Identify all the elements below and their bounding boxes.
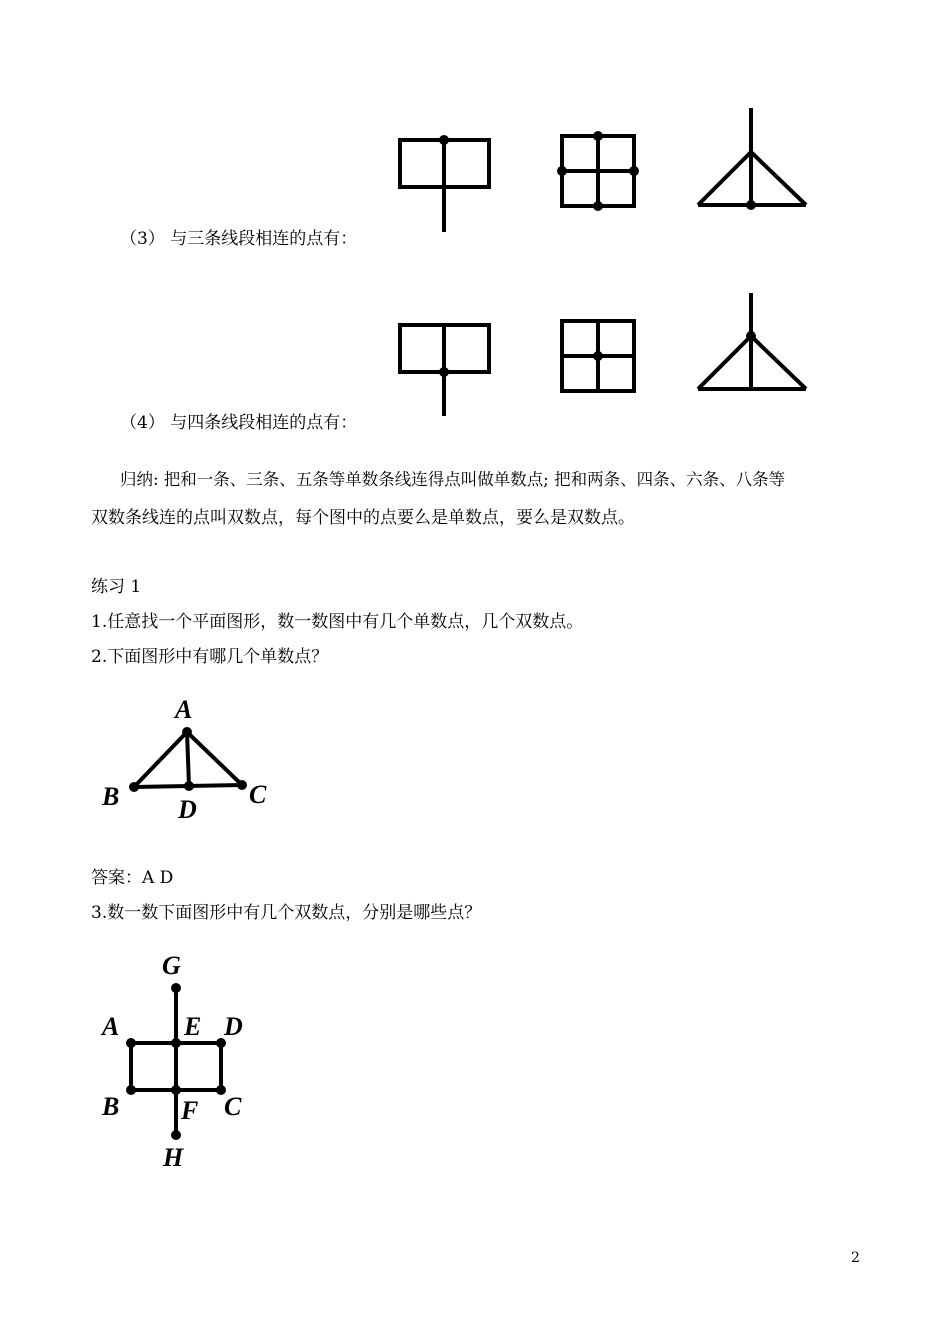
q4-point-triangle-apex bbox=[746, 331, 756, 341]
page-number: 2 bbox=[851, 1250, 860, 1266]
label-b: B bbox=[102, 782, 120, 811]
label-g: G bbox=[162, 951, 181, 980]
point-a bbox=[182, 727, 192, 737]
practice-title: 练习 1 bbox=[91, 577, 142, 597]
q4-label: （4） 与四条线段相连的点有： bbox=[120, 413, 358, 433]
label-d: D bbox=[224, 1012, 243, 1041]
q3-point-top-mid bbox=[439, 135, 449, 145]
cross-figure bbox=[95, 945, 255, 1175]
practice-item-2: 2.下面图形中有哪几个单数点？ bbox=[91, 647, 329, 667]
label-e: E bbox=[184, 1012, 202, 1041]
q3-figure-triangle bbox=[698, 108, 806, 205]
label-d: D bbox=[178, 795, 197, 824]
answer: 答案：A D bbox=[91, 868, 174, 888]
q3-point-grid-right bbox=[629, 166, 639, 176]
summary-line-2: 双数条线连的点叫双数点，每个图中的点要么是单数点，要么是双数点。 bbox=[91, 508, 635, 528]
point-a bbox=[126, 1038, 136, 1048]
practice-item-3: 3.数一数下面图形中有几个双数点，分别是哪些点？ bbox=[91, 903, 482, 923]
point-b bbox=[126, 1085, 136, 1095]
q4-figures bbox=[380, 285, 830, 425]
point-e bbox=[171, 1038, 181, 1048]
summary-line-1: 归纳: 把和一条、三条、五条等单数条线连得点叫做单数点; 把和两条、四条、六条、八条等 bbox=[120, 470, 786, 489]
q3-label: （3） 与三条线段相连的点有： bbox=[120, 229, 358, 249]
label-h: H bbox=[163, 1143, 184, 1172]
point-f bbox=[171, 1085, 181, 1095]
q3-figures bbox=[380, 100, 830, 240]
q3-point-grid-bottom bbox=[593, 201, 603, 211]
label-a: A bbox=[102, 1012, 120, 1041]
label-c: C bbox=[249, 780, 267, 809]
q4-figure-triangle bbox=[698, 293, 806, 389]
q4-point-grid-center bbox=[593, 351, 603, 361]
point-h bbox=[171, 1130, 181, 1140]
practice-item-1: 1.任意找一个平面图形，数一数图中有几个单数点，几个双数点。 bbox=[91, 612, 584, 632]
q4-point-bottom-mid bbox=[439, 367, 449, 377]
label-f: F bbox=[181, 1096, 199, 1125]
q3-point-triangle-base bbox=[746, 200, 756, 210]
triangle-figure bbox=[95, 690, 285, 825]
point-c bbox=[237, 780, 247, 790]
point-d bbox=[184, 781, 194, 791]
q3-figure-t-rectangle bbox=[400, 140, 489, 232]
label-b: B bbox=[102, 1092, 120, 1121]
point-g bbox=[171, 983, 181, 993]
q3-point-grid-left bbox=[557, 166, 567, 176]
label-a: A bbox=[175, 695, 193, 724]
q3-point-grid-top bbox=[593, 131, 603, 141]
label-c: C bbox=[224, 1092, 242, 1121]
q3-figure-grid bbox=[562, 136, 634, 206]
point-b bbox=[129, 782, 139, 792]
